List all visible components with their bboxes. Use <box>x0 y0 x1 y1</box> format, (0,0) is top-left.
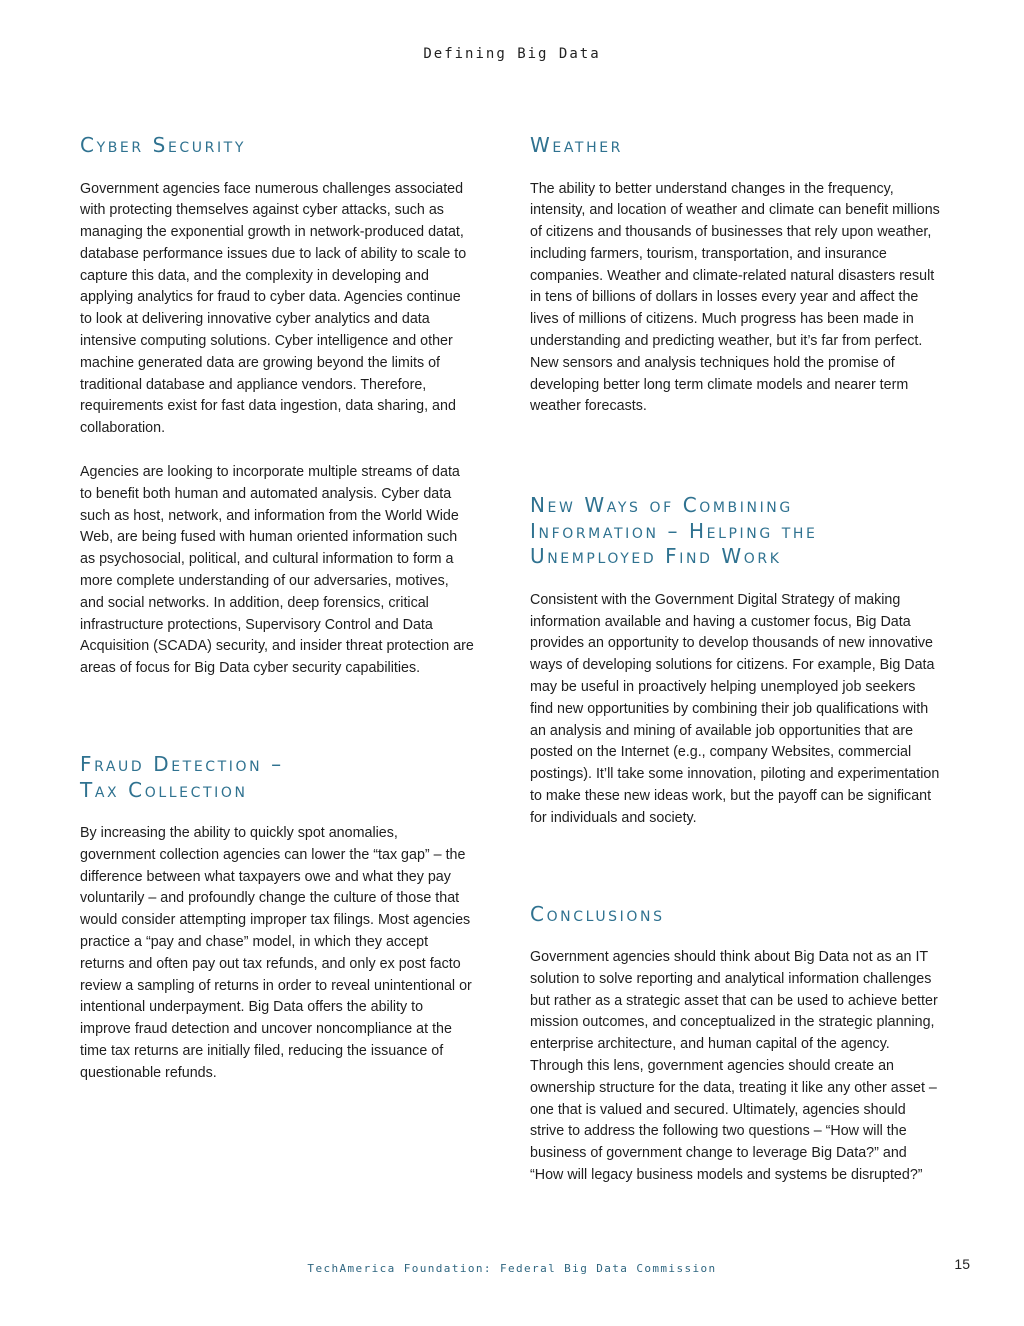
heading-new-ways <box>530 493 940 570</box>
heading-conclusions: Conclusions <box>530 901 665 926</box>
cyber-paragraph-1: Government agencies face numerous challenges associated with protecting themselves against cyber attacks, such as managing the exponential growth in network-produced datat, database performance issues due to lack of ability to scale to capture this data, and the complexity in developing and applying analytics for fraud to cyber data. Agencies continue to look at delivering innovative cyber analytics and data intensive computing solutions. Cyber intelligence and other machine generated data are growing beyond the limits of traditional database and appliance vendors. Therefore, requirements exist for fast data ingestion, data sharing, and collaboration. <box>80 180 467 437</box>
right-column <box>530 133 940 1187</box>
section-weather <box>530 133 940 418</box>
running-header: Defining Big Data <box>423 46 601 62</box>
section-cyber-security <box>80 133 475 680</box>
section-conclusions <box>530 902 940 1187</box>
weather-paragraph: The ability to better understand changes in the frequency, intensity, and location of weather and climate can benefit millions of citizens and thousands of businesses that rely upon weather, including farmers, tourism, transportation, and insurance companies. Weather and climate-related natural disasters result in tens of billions of dollars in losses every year and affect the lives of millions of citizens. Much progress has been made in understanding and predicting weather, but it’s far from perfect. New sensors and analysis techniques hold the promise of developing better long term climate models and nearer term weather forecasts. <box>530 180 940 415</box>
heading-cyber-security: Cyber Security <box>80 133 246 157</box>
heading-new-ways-line-1: New Ways of Combining <box>530 493 793 518</box>
footer-text: TechAmerica Foundation: Federal Big Data Commission <box>307 1262 717 1275</box>
heading-new-ways-line-2: Information – Helping the <box>530 518 818 543</box>
heading-weather: Weather <box>530 133 623 157</box>
new-ways-paragraph: Consistent with the Government Digital Strategy of making information available and having a customer focus, Big Data provides an opportunity to develop thousands of new innovative ways of developing solutions for citizens. For example, Big Data may be useful in proactively helping unemployed job seekers find new opportunities by combining their job qualifications with an analysis and mining of available job opportunities that are posted on the Internet (e.g., company Websites, commercial postings). It’ll take some innovation, piloting and experimentation to make these new ideas work, but the payoff can be significant for individuals and society. <box>530 591 940 826</box>
left-column <box>80 133 475 1085</box>
heading-fraud-line-2: Tax Collection <box>80 777 248 802</box>
cyber-paragraph-2: Agencies are looking to incorporate multiple streams of data to benefit both human and automated analysis. Cyber data such as host, network, and information from the World Wide Web, are being fused with human oriented information such as psychosocial, political, and cultural information to form a more complete understanding of our adversaries, motives, and social networks. In addition, deep forensics, critical infrastructure protections, Supervisory Control and Data Acquisition (SCADA) security, and insider threat protection are areas of focus for Big Data cyber security capabilities. <box>80 464 474 677</box>
heading-new-ways-line-3: Unemployed Find Work <box>530 544 782 569</box>
page-number: 15 <box>954 1256 970 1272</box>
section-fraud-detection <box>80 752 475 1085</box>
fraud-paragraph: By increasing the ability to quickly spot anomalies, government collection agencies can lower the “tax gap” – the difference between what taxpayers owe and what they pay voluntarily – and profoundly change the culture of those that would consider attempting improper tax filings. Most agencies practice a “pay and chase” model, in which they accept returns and often pay out tax refunds, and only ex post facto review a sampling of returns in order to reveal unintentional or intentional underpayment. Big Data offers the ability to improve fraud detection and uncover noncompliance at the time tax returns are initially filed, reducing the issuance of questionable refunds. <box>80 825 472 1081</box>
section-new-ways <box>530 493 940 829</box>
conclusions-paragraph: Government agencies should think about Big Data not as an IT solution to solve reporting and analytical information challenges but rather as a strategic asset that can be used to achieve better mission outcomes, and conceptualized in the strategic planning, enterprise architecture, and human capital of the agency. Through this lens, government agencies should create an ownership structure for the data, treating it like any other asset – one that is valued and secured. Ultimately, agencies should strive to address the following two questions – “How will the business of government change to leverage Big Data?” and “How will legacy business models and systems be disrupted?” <box>530 949 938 1183</box>
heading-fraud-line-1: Fraud Detection – <box>80 752 284 777</box>
heading-fraud-detection <box>80 752 475 803</box>
